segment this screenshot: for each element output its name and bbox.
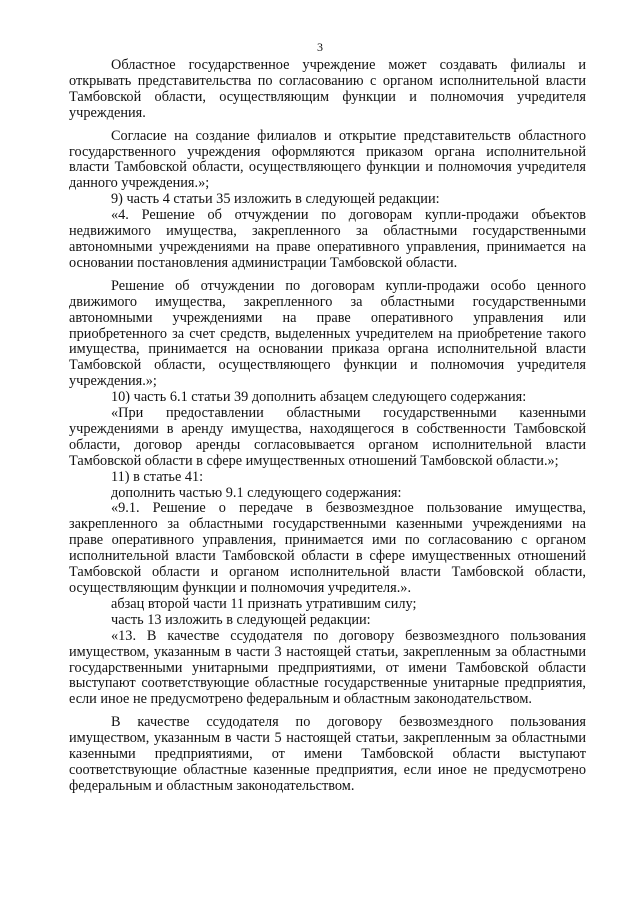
paragraph: Решение об отчуждении по договорам купли-продажи особо ценного движимого имущества, закрепленного за областными государственными автономными учреждениями на праве оперативного управления или приобретенного за счет средств, выделенных учредителем на приобретение такого имущества, принимается на основании приказа органа исполнительной власти Тамбовской области, осуществляющего функции и полномочия учредителя учреждения.»; bbox=[69, 277, 586, 390]
paragraph: «При предоставлении областными государственными казенными учреждениями в аренду имущества, находящегося в собственности Тамбовской области, договор аренды согласовывается органом исполнительной власти Тамбовской области в сфере имущественных отношений Тамбовской области.»; bbox=[69, 405, 586, 469]
paragraph: «4. Решение об отчуждении по договорам купли-продажи объектов недвижимого имущества, закрепленного за областными государственными автономными учреждениями на праве оперативного управления, принимается на основании постановления администрации Тамбовской области. bbox=[69, 207, 586, 271]
paragraph: дополнить частью 9.1 следующего содержания: bbox=[111, 484, 402, 501]
paragraph: Согласие на создание филиалов и открытие представительств областного государственного учреждения оформляются приказом органа исполнительной власти Тамбовской области, осуществляющего функции и полномочия учредителя данного учреждения.»; bbox=[69, 127, 586, 192]
paragraph: абзац второй части 11 признать утратившим силу; bbox=[111, 595, 417, 612]
paragraph: Областное государственное учреждение может создавать филиалы и открывать представительства по согласованию с органом исполнительной власти Тамбовской области, осуществляющим функции и полномочия учредителя учреждения. bbox=[69, 57, 586, 121]
paragraph: 9) часть 4 статьи 35 изложить в следующей редакции: bbox=[111, 191, 440, 208]
document-body bbox=[69, 58, 586, 795]
paragraph: «13. В качестве ссудодателя по договору безвозмездного пользования имуществом, указанным в части 3 настоящей статьи, закрепленным за областными государственными унитарными предприятиями, от имени Тамбовской области выступают соответствующие областные государственные унитарные предприятия, если иное не предусмотрено федеральным и областным законодательством. bbox=[69, 627, 586, 708]
paragraph: «9.1. Решение о передаче в безвозмездное пользование имущества, закрепленного за областными государственными казенными учреждениями на праве оперативного управления, принимается ими по согласованию с органом исполнительной власти Тамбовской области в сфере имущественных отношений Тамбовской области и органом исполнительной власти Тамбовской области, осуществляющим функции и полномочия учредителя.». bbox=[69, 500, 586, 596]
paragraph: 10) часть 6.1 статьи 39 дополнить абзацем следующего содержания: bbox=[111, 389, 527, 406]
paragraph: В качестве ссудодателя по договору безвозмездного пользования имуществом, указанным в части 5 настоящей статьи, закрепленным за областными казенными предприятиями, от имени Тамбовской области выступают соответствующие областные казенные предприятия, если иное не предусмотрено федеральным и областным законодательством. bbox=[69, 714, 586, 794]
paragraph: часть 13 изложить в следующей редакции: bbox=[111, 611, 371, 628]
paragraph: 11) в статье 41: bbox=[111, 468, 204, 485]
page-number: 3 bbox=[317, 40, 323, 54]
